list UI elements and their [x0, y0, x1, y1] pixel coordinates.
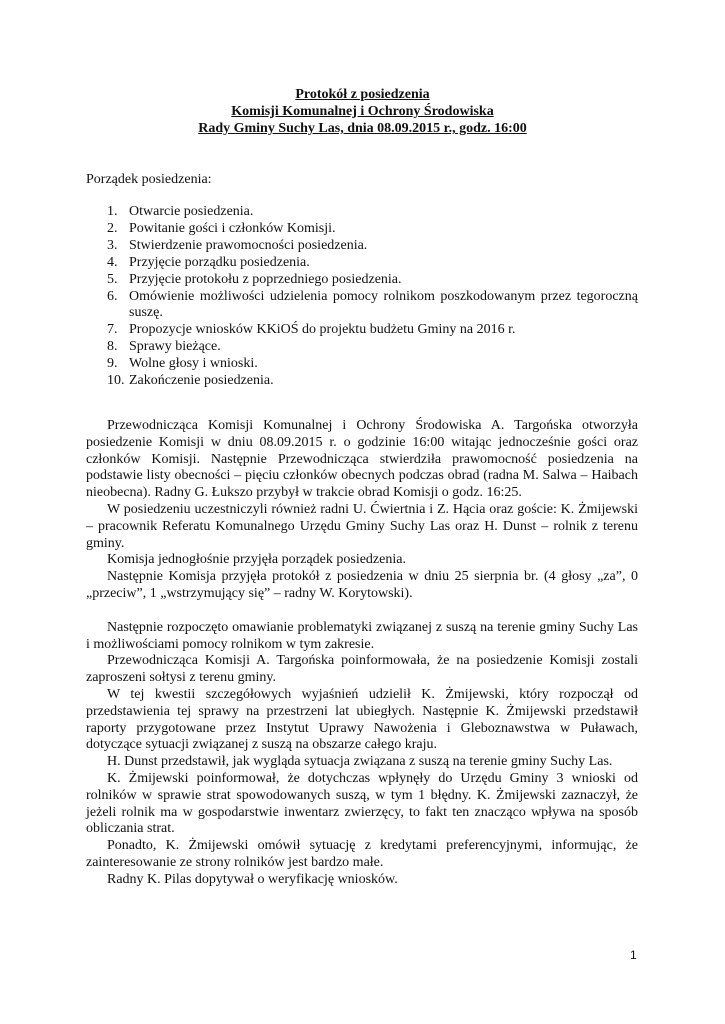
- title-line-3: Rady Gminy Suchy Las, dnia 08.09.2015 r., godz. 16:00: [198, 121, 527, 136]
- paragraph-opening: Przewodnicząca Komisji Komunalnej i Ochrony Środowiska A. Targońska otworzyła posiedzenie Komisji w dniu 08.09.2015 r. o godzinie 16:00 witając jednocześnie gości oraz członków Komisji. Następnie Przewodnicząca stwierdziła prawomocność posiedzenia na podstawie listy obecności – pięciu członków obecnych podczas obrad (radna M. Salwa – Haibach nieobecna). Radny G. Łukszo przybył w trakcie obrad Komisji o godz. 16:25.: [86, 418, 638, 501]
- document-title: [0, 86, 725, 137]
- list-text: Przyjęcie porządku posiedzenia.: [129, 254, 310, 270]
- list-item: [86, 289, 638, 323]
- list-text: Otwarcie posiedzenia.: [129, 204, 254, 219]
- list-item: [86, 356, 638, 373]
- paragraph-drought-topic: Następnie rozpoczęto omawianie problematyki związanej z suszą na terenie gminy Suchy Las i możliwościami pomocy rolnikom w tym zakresie.: [86, 619, 638, 652]
- paragraph-applications: K. Żmijewski poinformował, że dotychczas wpłynęły do Urzędu Gminy 3 wnioski od rolników w sprawie strat spowodowanych suszą, w tym 1 błędny. K. Żmijewski zaznaczył, że jeżeli rolnik ma w gospodarstwie inwentarz zwierzęcy, to fakt ten znacząco wpływa na sposób obliczania strat.: [86, 770, 638, 837]
- list-item: [86, 238, 638, 255]
- title-line-1: Protokół z posiedzenia: [295, 87, 430, 102]
- list-text: Wolne głosy i wnioski.: [129, 356, 258, 372]
- paragraph-credits: Ponadto, K. Żmijewski omówił sytuację z kredytami preferencyjnymi, informując, że zainteresowanie ze strony rolników jest bardzo małe.: [86, 838, 638, 870]
- paragraph-protocol-accepted: Następnie Komisja przyjęła protokół z posiedzenia w dniu 25 sierpnia br. (4 głosy „za”, 0 „przeciw”, 1 „wstrzymujący się” – radny W. Korytowski).: [86, 569, 638, 601]
- list-item: [86, 322, 638, 339]
- list-text: Powitanie gości i członków Komisji.: [129, 220, 336, 236]
- list-number: 1.: [107, 204, 118, 219]
- list-number: 4.: [107, 254, 118, 270]
- list-number: 8.: [107, 339, 118, 355]
- agenda-label: Porządek posiedzenia:: [86, 172, 212, 187]
- list-number: 3.: [107, 237, 118, 253]
- list-item: [86, 339, 638, 356]
- list-item: [86, 373, 638, 390]
- page-number: 1: [630, 948, 637, 962]
- agenda-list: [86, 204, 638, 390]
- list-item: [86, 204, 638, 221]
- list-text: Stwierdzenie prawomocności posiedzenia.: [129, 237, 368, 253]
- paragraph-soltys-invited: Przewodnicząca Komisji A. Targońska poinformowała, że na posiedzenie Komisji zostali zaproszeni sołtysi z terenu gminy.: [86, 653, 638, 686]
- list-item: [86, 221, 638, 238]
- title-line-2: Komisji Komunalnej i Ochrony Środowiska: [231, 104, 494, 119]
- list-number: 9.: [107, 356, 118, 372]
- list-number: 5.: [107, 271, 118, 287]
- paragraph-pilas: Radny K. Pilas dopytywał o weryfikację wniosków.: [107, 871, 398, 887]
- list-number: 7.: [107, 322, 118, 338]
- paragraph-dunst: H. Dunst przedstawił, jak wygląda sytuacja związana z suszą na terenie gminy Suchy Las.: [107, 754, 613, 770]
- list-item: [86, 272, 638, 289]
- list-number: 6.: [107, 288, 118, 304]
- minutes-body: [86, 418, 638, 889]
- list-number: 10.: [107, 373, 125, 389]
- paragraph-guests: W posiedzeniu uczestniczyli również radni U. Ćwiertnia i Z. Hącia oraz goście: K. Żmijewski – pracownik Referatu Komunalnego Urzędu Gminy Suchy Las oraz H. Dunst – rolnik z terenu gminy.: [86, 501, 638, 551]
- list-text: Przyjęcie protokołu z poprzedniego posiedzenia.: [129, 271, 402, 287]
- list-item: [86, 255, 638, 272]
- list-text: Propozycje wniosków KKiOŚ do projektu budżetu Gminy na 2016 r.: [129, 322, 516, 338]
- list-number: 2.: [107, 220, 118, 236]
- list-text: Sprawy bieżące.: [129, 339, 221, 355]
- paragraph-explanations: W tej kwestii szczegółowych wyjaśnień udzielił K. Żmijewski, który rozpoczął od przedstawienia tej sprawy na przestrzeni lat ubiegłych. Następnie K. Żmijewski przedstawił raporty przygotowane przez Instytut Uprawy Nawożenia i Gleboznawstwa w Puławach, dotyczące sytuacji związanej z suszą na obszarze całego kraju.: [86, 686, 638, 753]
- list-text: Omówienie możliwości udzielenia pomocy rolnikom poszkodowanym przez tegoroczną suszę.: [129, 288, 638, 321]
- list-text: Zakończenie posiedzenia.: [129, 373, 274, 389]
- paragraph-agenda-accepted: Komisja jednogłośnie przyjęła porządek posiedzenia.: [107, 552, 406, 568]
